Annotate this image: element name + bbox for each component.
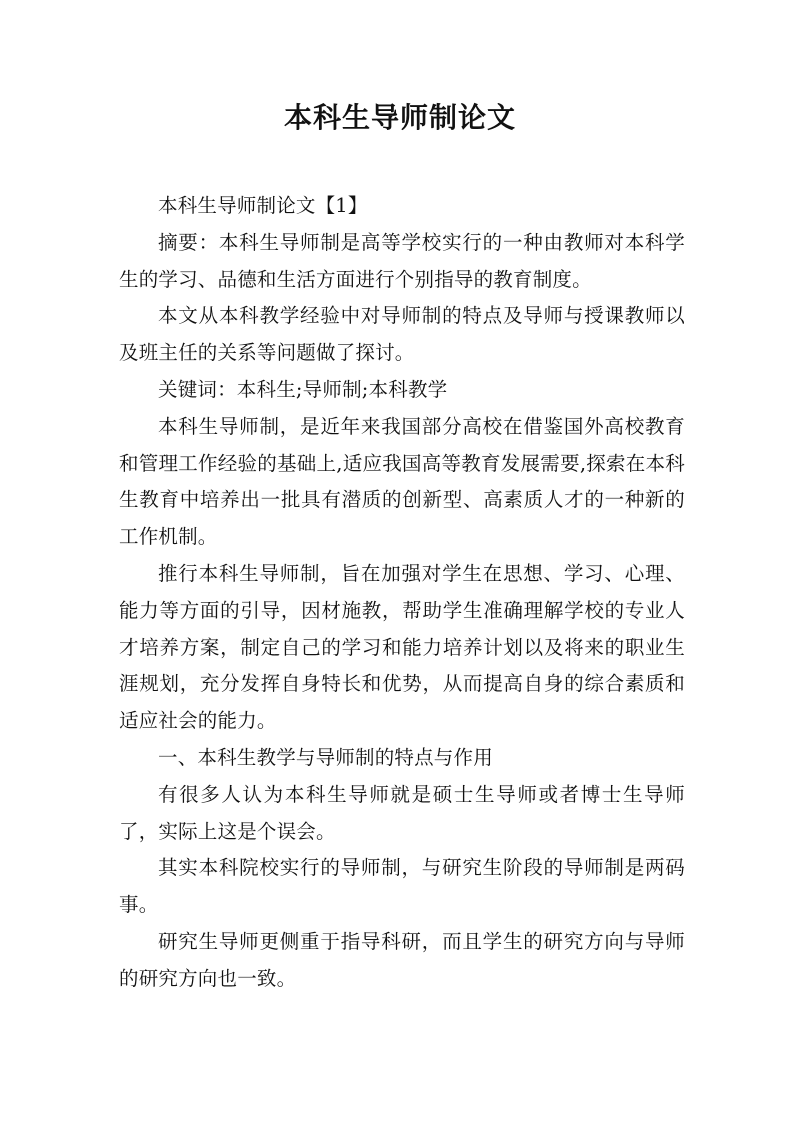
page-title: 本科生导师制论文: [283, 101, 516, 134]
paragraph-purpose: 推行本科生导师制，旨在加强对学生在思想、学习、心理、能力等方面的引导，因材施教，帮助学生准确理解学校的专业人才培养方案，制定自己的学习和能力培养计划以及将来的职业生涯规划，充分发挥自身特长和优势，从而提高自身的综合素质和适应社会的能力。: [119, 561, 685, 733]
paragraph-difference: 其实本科院校实行的导师制，与研究生阶段的导师制是两码事。: [119, 856, 685, 917]
paragraph-graduate-advisor: 研究生导师更侧重于指导科研，而且学生的研究方向与导师的研究方向也一致。: [119, 929, 685, 990]
paragraph-misconception: 有很多人认为本科生导师就是硕士生导师或者博士生导师了，实际上这是个误会。: [119, 782, 685, 843]
document-body: [119, 188, 685, 998]
paragraph-keywords: 关键词：本科生;导师制;本科教学: [158, 377, 448, 401]
paragraph-introduction: 本科生导师制，是近年来我国部分高校在借鉴国外高校教育和管理工作经验的基础上,适应我国高等教育发展需要,探索在本科生教育中培养出一批具有潜质的创新型、高素质人才的一种新的工作机制。: [119, 414, 685, 549]
paragraph-subtitle: 本科生导师制论文【1】: [158, 194, 368, 217]
paragraph-abstract-continued: 本文从本科教学经验中对导师制的特点及导师与授课教师以及班主任的关系等问题做了探讨。: [119, 304, 685, 365]
section-heading: 一、本科生教学与导师制的特点与作用: [158, 745, 493, 769]
paragraph-abstract: 摘要：本科生导师制是高等学校实行的一种由教师对本科学生的学习、品德和生活方面进行个别指导的教育制度。: [119, 230, 685, 291]
